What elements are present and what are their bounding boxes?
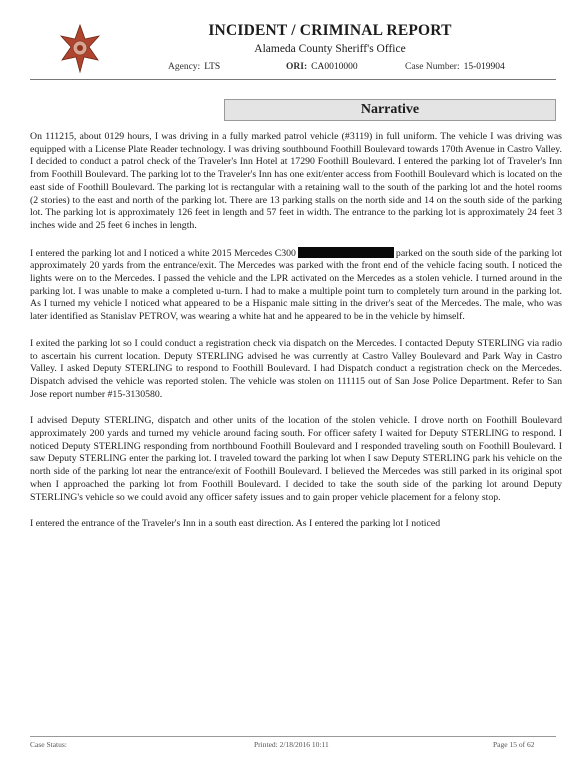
section-heading-narrative: Narrative bbox=[224, 99, 556, 121]
ori-label: ORI: bbox=[286, 62, 308, 72]
narrative-paragraph bbox=[30, 247, 562, 324]
case-number-value: 15-019904 bbox=[463, 62, 505, 72]
paragraph-text: parked on the south side of the parking lot approximately 20 yards from the entrance/exit. The Mercedes was parked with the front end of the vehicle facing south. I noticed the lights were on to the Mercedes. I passed the vehicle and the LPR activated on the Mercedes as a stolen vehicle. I turned around in the parking lot. I was unable to make a completed u-turn. I had to make a multiple point turn to completely turn around in the parking lot. As I turned my vehicle I noticed what appeared to be a Hispanic male sitting in the driver's seat of the Mercedes. The male, who was later identified as Stanislav PETROV, was wearing a white hat and he appeared to be in the vehicle by himself. bbox=[30, 247, 562, 323]
narrative-body bbox=[30, 131, 562, 545]
case-number-field bbox=[405, 62, 505, 72]
agency-label: Agency: bbox=[168, 62, 201, 72]
case-number-label: Case Number: bbox=[405, 62, 460, 72]
narrative-paragraph: I advised Deputy STERLING, dispatch and other units of the location of the stolen vehicle. I drove north on Foothill Boulevard approximately 200 yards and turned my vehicle around facing south. For officer safety I waited for Deputy STERLING to respond. I noticed Deputy STERLING responding from northbound Foothill Boulevard and I responded traveling south on Foothill Boulevard. I saw Deputy STERLING enter the parking lot. I traveled toward the parking lot when I saw Deputy STERLING park his vehicle on the north side of the parking lot near the entrance/exit of Foothill Boulevard. I believed the Mercedes was still parked in its original spot when I approached the parking lot from Foothill Boulevard. I decided to take the south side of the parking lot around Deputy STERLING's vehicle so we could avoid any officer safety issues and to gain proper vehicle placement for a felony stop. bbox=[30, 415, 562, 503]
footer-case-status: Case Status: bbox=[30, 740, 67, 749]
footer-divider bbox=[30, 736, 556, 737]
paragraph-text: I entered the parking lot and I noticed a white 2015 Mercedes C300 bbox=[30, 247, 296, 259]
ori-value: CA0010000 bbox=[311, 62, 358, 72]
narrative-paragraph: I entered the entrance of the Traveler's Inn in a south east direction. As I entered the parking lot I noticed bbox=[30, 518, 441, 530]
footer-printed-date: Printed: 2/18/2016 10:11 bbox=[254, 740, 329, 749]
narrative-paragraph: On 111215, about 0129 hours, I was driving in a fully marked patrol vehicle (#3119) in full uniform. The vehicle I was driving was equipped with a License Plate Reader technology. I was driving southbound Foothill Boulevard towards 170th Avenue in Castro Valley. I decided to conduct a patrol check of the Traveler's Inn Hotel at 17290 Foothill Boulevard. I entered the parking lot of Traveler's Inn from Foothill Boulevard. The parking lot to the Traveler's Inn has one exit/enter access from Foothill Boulevard which is located on the east side of Foothill Boulevard. The parking lot is rectangular with a retaining wall to the south of the parking lot and the hotel rooms (2 stories) to the east and north of the parking lot. There are 13 parking stalls on the north side and 14 on the south side of the parking lot. The parking lot is approximately 126 feet in length and 57 feet in width. The entrance to the parking lot is approximately 24 feet 3 inches wide and 25 feet 6 inches in length. bbox=[30, 131, 562, 231]
redaction-block bbox=[298, 247, 394, 258]
agency-field bbox=[168, 62, 220, 72]
agency-value: LTS bbox=[204, 62, 221, 72]
narrative-paragraph: I exited the parking lot so I could conduct a registration check via dispatch on the Mercedes. I contacted Deputy STERLING via radio to ascertain his current location. Deputy STERLING advised he was currently at Castro Valley Boulevard and Park Way in Castro Valley. I asked Deputy STERLING to respond to Foothill Boulevard. I had Dispatch conduct a registration check on the Mercedes. Dispatch advised the vehicle was reported stolen. The vehicle was stolen on 111115 out of San Jose Police Department. Refer to San Jose report number #15-3130580. bbox=[30, 337, 562, 400]
agency-office: Alameda County Sheriff's Office bbox=[254, 43, 406, 55]
ori-field bbox=[286, 62, 358, 72]
report-title: INCIDENT / CRIMINAL REPORT bbox=[208, 22, 452, 39]
footer-page-number: Page 15 of 62 bbox=[493, 740, 535, 749]
sheriff-star-icon bbox=[58, 24, 102, 76]
header-divider bbox=[30, 79, 556, 80]
